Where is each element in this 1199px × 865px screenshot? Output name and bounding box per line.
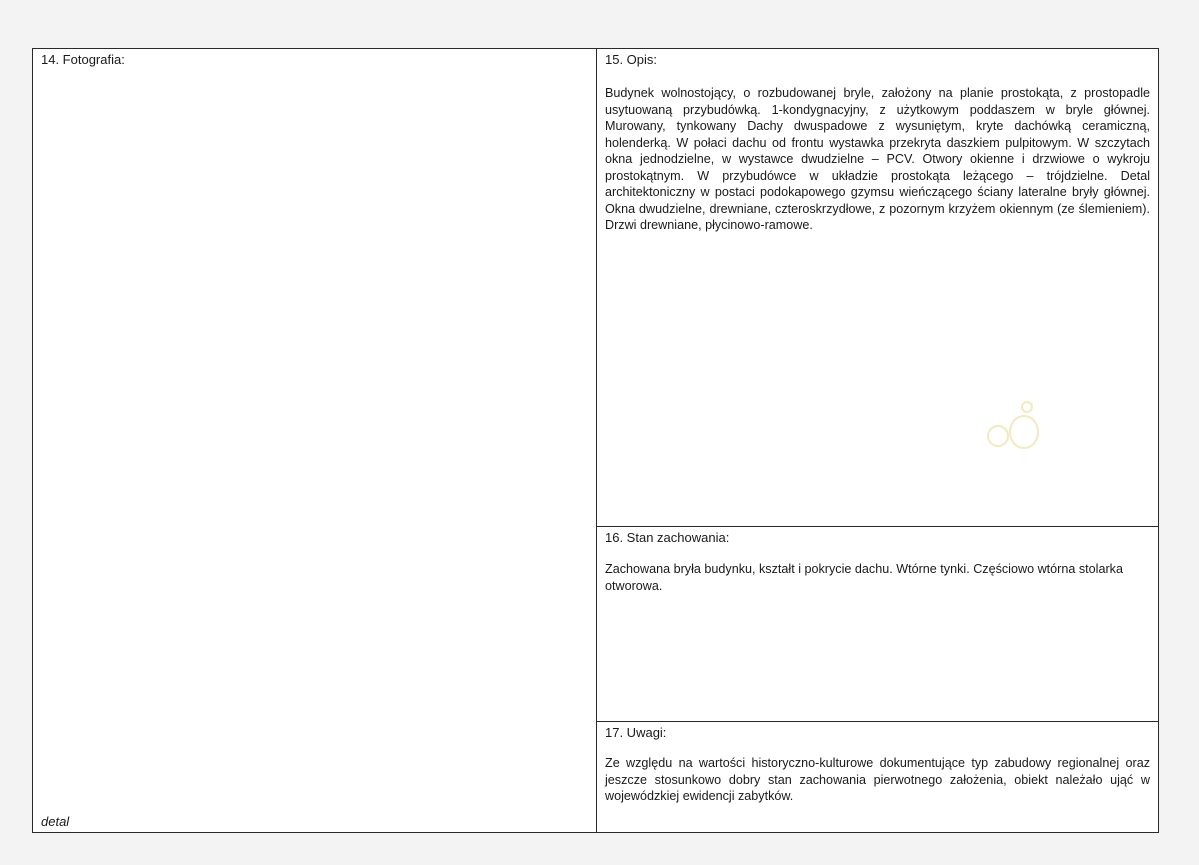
remarks-text: Ze względu na wartości historyczno-kulturowe dokumentujące typ zabudowy regionalnej oraz jeszcze stosunkowo dobry stan zachowania pierwotnego założenia, obiekt należało ująć w wojewódzkiej ewidencji zabytków. [605, 756, 1150, 803]
form-sheet [32, 48, 1159, 833]
photo-section [33, 49, 597, 832]
description-label: 15. Opis: [605, 52, 658, 67]
condition-label: 16. Stan zachowania: [605, 530, 730, 545]
text-column [597, 49, 1158, 832]
remarks-label: 17. Uwagi: [605, 725, 667, 740]
stain-mark [987, 425, 1009, 447]
condition-text: Zachowana bryła budynku, kształt i pokrycie dachu. Wtórne tynki. Częściowo wtórna stolarka otworowa. [605, 562, 1123, 593]
description-text: Budynek wolnostojący, o rozbudowanej bryle, założony na planie prostokąta, z prostopadle usytuowaną przybudówką. 1-kondygnacyjny, z użytkowym poddaszem w bryle głównej. Murowany, tynkowany Dachy dwuspadowe z wysuniętym, kryte dachówką ceramiczną, holenderką. W połaci dachu od frontu wystawka przekryta daszkiem pulpitowym. W szczytach okna jednodzielne, w wystawce dwudzielne – PCV. Otwory okienne i drzwiowe o wykroju prostokątnym. W przybudówce w układzie prostokąta leżącego – trójdzielne. Detal architektoniczny w postaci podokapowego gzymsu wieńczącego ściany lateralne bryły głównej. Okna dwudzielne, drewniane, czteroskrzydłowe, z pozornym krzyżem okiennym (ze ślemieniem). Drzwi drewniane, płycinowo-ramowe. [605, 86, 1150, 232]
condition-section [597, 527, 1158, 722]
photo-caption: detal [41, 814, 70, 829]
photo-label: 14. Fotografia: [41, 52, 125, 67]
description-section [597, 49, 1158, 527]
stain-mark [1009, 415, 1039, 449]
stain-mark [1021, 401, 1033, 413]
remarks-section [597, 722, 1158, 832]
